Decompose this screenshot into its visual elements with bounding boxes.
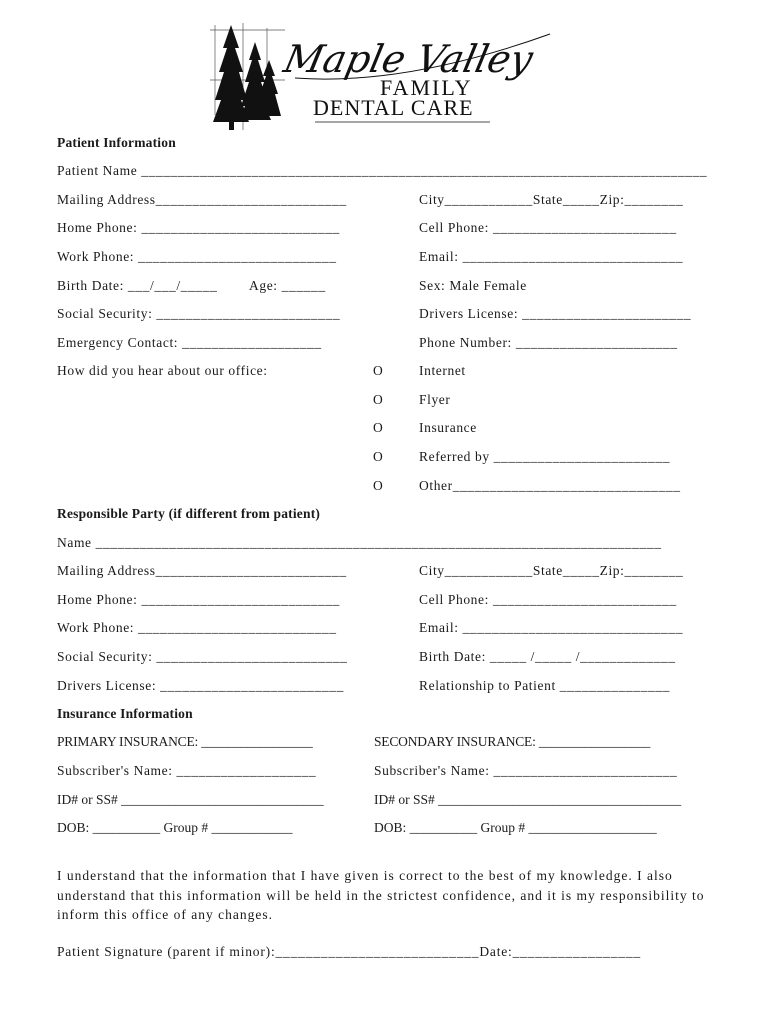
secondary-id-field[interactable]: ID# or SS# ____________________________________ bbox=[374, 792, 682, 807]
referral-question: How did you hear about our office: bbox=[57, 363, 268, 378]
secondary-subscriber-field[interactable]: Subscriber's Name: _________________________ bbox=[374, 763, 678, 778]
insurance-heading: Insurance Information bbox=[57, 706, 193, 721]
age-field[interactable]: Age: ______ bbox=[249, 278, 326, 293]
option-internet: Internet bbox=[419, 363, 466, 378]
option-bubble[interactable]: O bbox=[373, 392, 384, 407]
responsible-party-heading: Responsible Party (if different from patient) bbox=[57, 506, 321, 521]
cell-phone-field[interactable]: Cell Phone: _________________________ bbox=[419, 220, 677, 235]
emergency-contact-field[interactable]: Emergency Contact: ___________________ bbox=[57, 335, 322, 350]
relationship-field[interactable]: Relationship to Patient _______________ bbox=[419, 678, 671, 693]
mailing-address-field[interactable]: Mailing Address__________________________ bbox=[57, 192, 347, 207]
responsible-email-field[interactable]: Email: ______________________________ bbox=[419, 620, 684, 635]
option-insurance: Insurance bbox=[419, 420, 477, 435]
work-phone-field[interactable]: Work Phone: ___________________________ bbox=[57, 249, 337, 264]
acknowledgement-statement: I understand that the information that I have given is correct to the best of my knowledge. I also understand that this information will be held in the strictest confidence, and it is my responsibility to inform this office of any changes. bbox=[57, 868, 705, 922]
responsible-home-phone-field[interactable]: Home Phone: ___________________________ bbox=[57, 592, 340, 607]
option-bubble[interactable]: O bbox=[373, 449, 384, 464]
option-bubble[interactable]: O bbox=[373, 363, 384, 378]
logo-script-text: Maple Valley bbox=[279, 37, 537, 82]
responsible-ssn-field[interactable]: Social Security: __________________________ bbox=[57, 649, 348, 664]
option-referred-by[interactable]: Referred by ________________________ bbox=[419, 449, 671, 464]
primary-insurance-field[interactable]: PRIMARY INSURANCE: _________________ bbox=[57, 734, 313, 749]
sex-selector[interactable]: Sex: Male Female bbox=[419, 278, 527, 293]
secondary-insurance-field[interactable]: SECONDARY INSURANCE: _________________ bbox=[374, 734, 651, 749]
primary-subscriber-field[interactable]: Subscriber's Name: ___________________ bbox=[57, 763, 317, 778]
home-phone-field[interactable]: Home Phone: ___________________________ bbox=[57, 220, 340, 235]
practice-logo bbox=[205, 20, 560, 135]
responsible-drivers-license-field[interactable]: Drivers License: _________________________ bbox=[57, 678, 344, 693]
responsible-cell-phone-field[interactable]: Cell Phone: _________________________ bbox=[419, 592, 677, 607]
primary-id-field[interactable]: ID# or SS# ______________________________ bbox=[57, 792, 324, 807]
responsible-name-field[interactable]: Name _____________________________________________________________________________ bbox=[57, 535, 662, 550]
responsible-city-state-zip-field[interactable]: City____________State_____Zip:________ bbox=[419, 563, 684, 578]
pine-trees-icon bbox=[213, 25, 281, 130]
logo-dental-care-text: DENTAL CARE bbox=[313, 95, 474, 120]
option-other[interactable]: Other_______________________________ bbox=[419, 478, 681, 493]
logo-family-text: FAMILY bbox=[380, 75, 473, 100]
email-field[interactable]: Email: ______________________________ bbox=[419, 249, 684, 264]
patient-info-heading: Patient Information bbox=[57, 135, 176, 150]
patient-name-field[interactable]: Patient Name _____________________________________________________________________________ bbox=[57, 163, 708, 178]
drivers-license-field[interactable]: Drivers License: _______________________ bbox=[419, 306, 692, 321]
primary-dob-group-field[interactable]: DOB: __________ Group # ____________ bbox=[57, 820, 293, 835]
responsible-birth-date-field[interactable]: Birth Date: _____ /_____ /_____________ bbox=[419, 649, 676, 664]
responsible-work-phone-field[interactable]: Work Phone: ___________________________ bbox=[57, 620, 337, 635]
option-bubble[interactable]: O bbox=[373, 478, 384, 493]
birth-date-field[interactable]: Birth Date: ___/___/_____ bbox=[57, 278, 218, 293]
city-state-zip-field[interactable]: City____________State_____Zip:________ bbox=[419, 192, 684, 207]
social-security-field[interactable]: Social Security: _________________________ bbox=[57, 306, 341, 321]
signature-date-field[interactable]: Patient Signature (parent if minor):___________________________Date:_________________ bbox=[57, 944, 641, 959]
option-flyer: Flyer bbox=[419, 392, 451, 407]
option-bubble[interactable]: O bbox=[373, 420, 384, 435]
emergency-phone-field[interactable]: Phone Number: ______________________ bbox=[419, 335, 678, 350]
responsible-mailing-field[interactable]: Mailing Address__________________________ bbox=[57, 563, 347, 578]
secondary-dob-group-field[interactable]: DOB: __________ Group # ___________________ bbox=[374, 820, 657, 835]
